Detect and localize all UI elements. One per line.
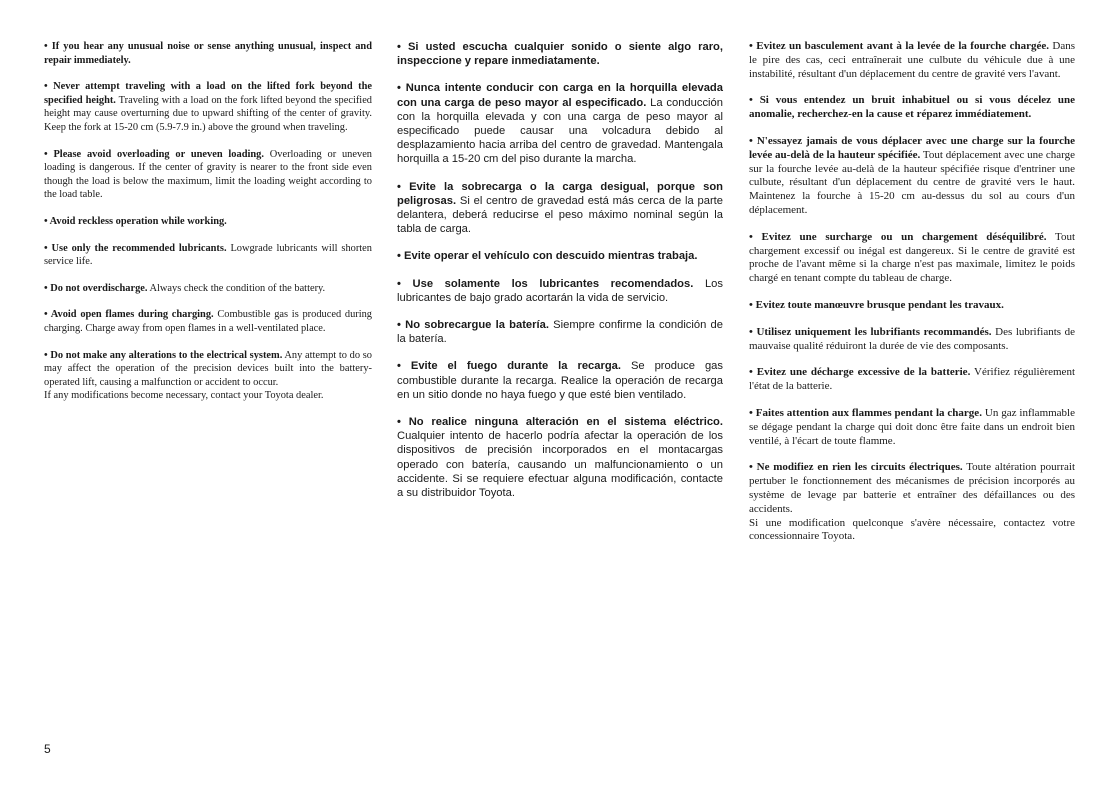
safety-item: • Evite el fuego durante la recarga. Se produce gas combustible durante la recarga. Realice la operación de recarga en un sitio donde no haya fuego y que esté bien ventilado.	[397, 360, 723, 401]
safety-item: • Evitez toute manœuvre brusque pendant les travaux.	[749, 298, 1004, 311]
safety-item: • Do not overdischarge. Always check the condition of the battery.	[44, 282, 326, 294]
safety-item: • No sobrecargue la batería. Siempre confirme la condición de la batería.	[397, 319, 723, 346]
safety-item: • Evitez une décharge excessive de la batterie. Vérifiez régulièrement l'état de la batterie.	[749, 366, 1075, 393]
safety-item: • Si vous entendez un bruit inhabituel ou si vous décelez une anomalie, recherchez-en la cause et réparez immédiatement.	[749, 94, 1075, 121]
safety-item: • Avoid reckless operation while working.	[44, 215, 227, 227]
english-column	[44, 40, 372, 416]
safety-item: • Nunca intente conducir con carga en la horquilla elevada con una carga de peso mayor al especificado. La conducción con la horquilla elevada y con una carga de peso mayor al especificado puede causar una volcadura debido al desplazamiento hacia arriba del centro de gravedad. Mantengala horquilla a 15-20 cm del piso durante la marcha.	[397, 82, 723, 166]
safety-item: • N'essayez jamais de vous déplacer avec une charge sur la fourche levée au-delà de la hauteur spécifiée. Tout déplacement avec une charge sur la fourche levée au-delà de la hauteur spécifiée risque d'entriner une culbute, résultant d'un déplacement du centre de gravité vers le haut. Maintenez la fourche à 15-20 cm au-dessus du sol au cours d'un déplacement.	[749, 134, 1075, 216]
safety-item: • Evite la sobrecarga o la carga desigual, porque son peligrosas. Si el centro de gravedad está más cerca de la parte delantera, deberá reducirse el peso máximo nominal según la tabla de carga.	[397, 180, 723, 236]
safety-item: • Utilisez uniquement les lubrifiants recommandés. Des lubrifiants de mauvaise qualité réduiront la durée de vie des composants.	[749, 325, 1076, 352]
safety-item: • Avoid open flames during charging. Combustible gas is produced during charging. Charge away from open flames in a well-ventilated place.	[44, 309, 372, 334]
safety-item: • Ne modifiez en rien les circuits électriques. Toute altération pourrait pertuber le fonctionnement des mécanismes de précision incorporés au système de levage par batterie et entraîner des défaillances ou des accidents. Si une modification quelconque s'avère nécessaire, contactez votre concessionnaire Toyota.	[749, 461, 1076, 543]
page-number: 5	[44, 742, 51, 756]
french-column	[749, 40, 1075, 557]
safety-item: • Evitez une surcharge ou un chargement déséquilibré. Tout chargement excessif ou inégal est dangereux. Si le centre de gravité est proche de l'avant même si la charge n'est pas maximale, limitez le poids chargé en tenant compte du tableau de charge.	[749, 230, 1075, 285]
safety-item: • Evitez un basculement avant à la levée de la fourche chargée. Dans le pire des cas, ceci entraînerait une culbute du véhicule due à une instabilité, résultant d'un déplacement du centre de gravité vers l'avant.	[749, 40, 1075, 80]
spanish-column	[397, 40, 723, 513]
safety-item: • If you hear any unusual noise or sense anything unusual, inspect and repair immediately.	[44, 41, 372, 66]
safety-item: • Use solamente los lubricantes recomendados. Los lubricantes de bajo grado acortarán la vida de servicio.	[397, 277, 723, 304]
safety-item: • Use only the recommended lubricants. Lowgrade lubricants will shorten service life.	[44, 242, 372, 268]
safety-item: • Do not make any alterations to the electrical system. Any attempt to do so may affect the operation of the precision devices built into the battery-operated lift, causing a malfunction or accident to occur. If any modifications become necessary, contact your Toyota dealer.	[44, 349, 372, 402]
safety-item: • Never attempt traveling with a load on the lifted fork beyond the specified height. Traveling with a load on the fork lifted beyond the specified height may cause overturning due to upward shifting of the center of gravity. Keep the fork at 15-20 cm (5.9-7.9 in.) above the ground when traveling.	[44, 81, 372, 133]
safety-item: • Si usted escucha cualquier sonido o siente algo raro, inspeccione y repare inmediatamente.	[397, 41, 723, 68]
safety-item: • No realice ninguna alteración en el sistema eléctrico. Cualquier intento de hacerlo podría afectar la operación de los dispositivos de precisión incorporados en el montacargas operado con batería, causando un malfuncionamiento o un accidente. Si se requiere efectuar alguna modificación, contacte a su distribuidor Toyota.	[397, 416, 723, 500]
safety-item: • Faites attention aux flammes pendant la charge. Un gaz inflammable se dégage pendant la charge qui doit donc être faite dans un endroit bien ventilé, à l'écart de toute flamme.	[749, 406, 1075, 447]
safety-item: • Please avoid overloading or uneven loading. Overloading or uneven loading is dangerous. If the center of gravity is nearer to the front side even though the load is below the maximum, limit the loading weight according to the load table.	[44, 148, 372, 201]
safety-item: • Evite operar el vehículo con descuido mientras trabaja.	[397, 250, 698, 263]
